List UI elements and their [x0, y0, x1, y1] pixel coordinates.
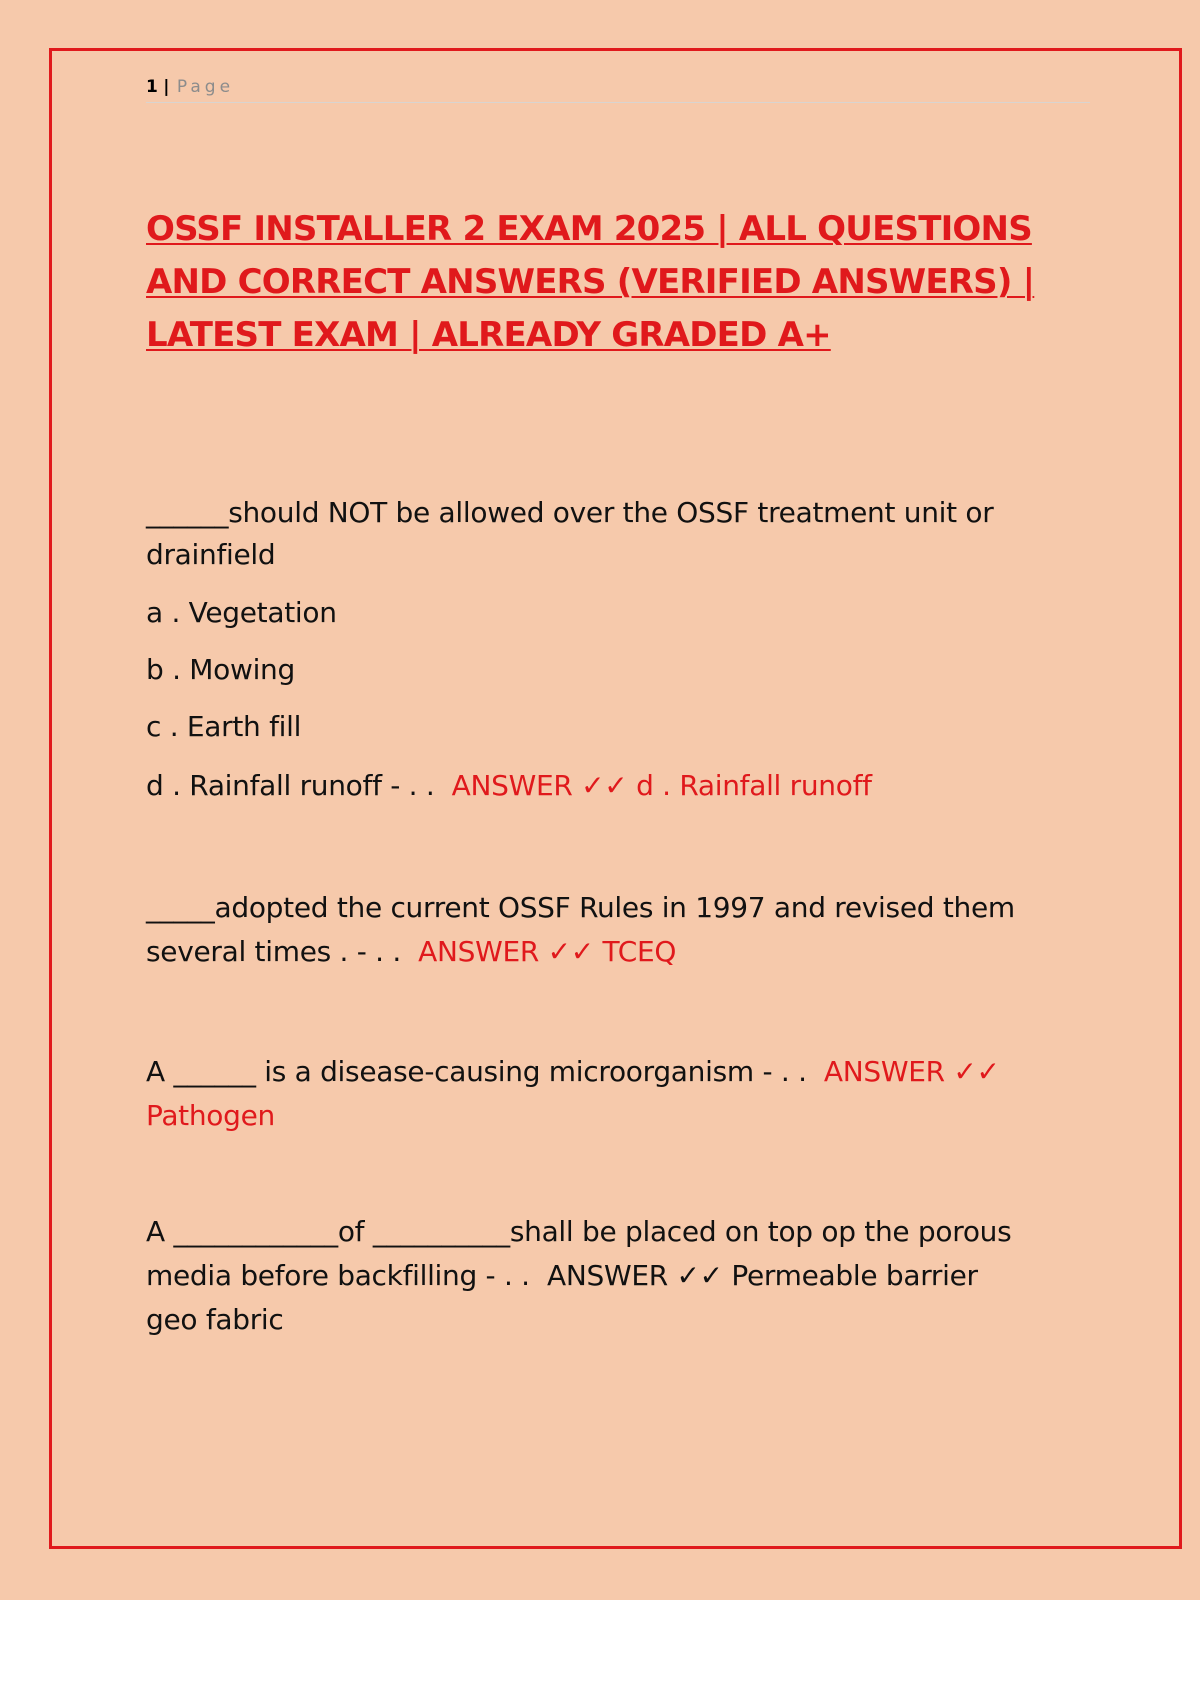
question-4-stem-line1: A ____________of __________shall be placed on top op the porous: [146, 1215, 1012, 1248]
question-1-option-c: c . Earth fill: [146, 710, 302, 743]
question-2-answer: ANSWER ✓✓ TCEQ: [418, 935, 677, 968]
question-2-stem-text: several times . - . .: [146, 935, 401, 968]
question-1-option-d-text: d . Rainfall runoff - . .: [146, 769, 435, 802]
question-3-stem-text: A ______ is a disease-causing microorganism - . .: [146, 1055, 807, 1088]
question-4-answer-part2: geo fabric: [146, 1303, 284, 1336]
question-1-stem-line2: drainfield: [146, 538, 276, 571]
question-3: [146, 1050, 1076, 1138]
question-4-answer-part1: ANSWER ✓✓ Permeable barrier: [546, 1259, 978, 1292]
question-2-stem-line1: _____adopted the current OSSF Rules in 1997 and revised them: [146, 891, 1015, 924]
question-4: [146, 1210, 1076, 1342]
question-3-answer-part2: Pathogen: [146, 1099, 275, 1132]
question-3-stem-line1: [146, 1050, 1076, 1094]
question-1-option-d: [146, 765, 1076, 807]
question-2: [146, 886, 1076, 974]
question-1-answer: ANSWER ✓✓ d . Rainfall runoff: [451, 769, 872, 802]
question-3-answer-part1: ANSWER ✓✓: [823, 1055, 1000, 1088]
page-number: 1: [146, 77, 158, 97]
question-1: [146, 492, 1076, 807]
document-title: OSSF INSTALLER 2 EXAM 2025 | ALL QUESTIONS AND CORRECT ANSWERS (VERIFIED ANSWERS) | LATEST EXAM | ALREADY GRADED A+: [146, 209, 1035, 355]
question-1-option-b: b . Mowing: [146, 653, 295, 686]
question-1-stem-line1: ______should NOT be allowed over the OSSF treatment unit or: [146, 496, 994, 529]
question-4-stem-text: media before backfilling - . .: [146, 1259, 530, 1292]
question-1-option-a: a . Vegetation: [146, 596, 337, 629]
question-2-stem-line2: [146, 930, 1076, 974]
question-4-stem-line2: [146, 1254, 1076, 1298]
page-separator: |: [163, 77, 170, 97]
page-header: [146, 74, 1090, 103]
page-word: Page: [176, 77, 235, 97]
